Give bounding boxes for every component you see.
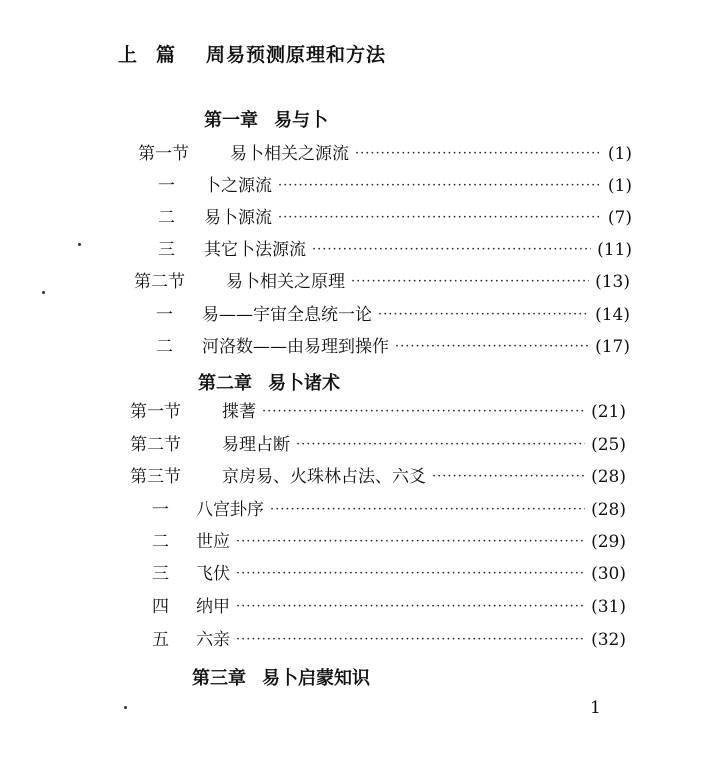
entry-page: (25) xyxy=(591,435,626,455)
entry-page: (13) xyxy=(595,272,630,292)
entry-page: (17) xyxy=(595,337,630,357)
dot-leader xyxy=(378,302,589,328)
entry-number: 二 xyxy=(152,532,169,552)
chapter-title: 易与卜 xyxy=(274,110,328,131)
toc-entry[interactable] xyxy=(152,627,626,653)
part-unit: 篇 xyxy=(156,44,177,66)
chapter-heading-3 xyxy=(192,664,370,690)
toc-entry[interactable] xyxy=(158,205,632,231)
toc-entry[interactable] xyxy=(138,141,632,167)
entry-page: (21) xyxy=(591,402,626,422)
dot-leader xyxy=(236,561,585,587)
dot-leader xyxy=(355,141,602,167)
chapter-number: 第一章 xyxy=(204,110,258,131)
entry-title: 易理占断 xyxy=(222,435,290,455)
entry-title: 卜之源流 xyxy=(204,176,272,196)
dot-leader xyxy=(278,173,602,199)
entry-title: 河洛数——由易理到操作 xyxy=(202,337,389,357)
entry-title: 易——宇宙全息统一论 xyxy=(202,305,372,325)
entry-number: 第二节 xyxy=(130,435,181,455)
dot-leader xyxy=(395,334,589,360)
toc-entry[interactable] xyxy=(152,594,626,620)
dot-leader xyxy=(312,237,591,263)
entry-page: (11) xyxy=(597,240,632,260)
entry-number: 四 xyxy=(152,597,169,617)
dot-leader xyxy=(296,432,585,458)
entry-title: 京房易、火珠林占法、六爻 xyxy=(222,467,426,487)
entry-number: 二 xyxy=(158,208,175,228)
entry-number: 三 xyxy=(152,564,169,584)
entry-page: (28) xyxy=(591,467,626,487)
entry-number: 五 xyxy=(152,630,169,650)
entry-page: (28) xyxy=(591,500,626,520)
dot-leader xyxy=(236,594,585,620)
entry-page: (1) xyxy=(607,176,632,196)
entry-title: 易卜相关之源流 xyxy=(230,144,349,164)
toc-entry[interactable] xyxy=(156,302,630,328)
entry-title: 易卜相关之原理 xyxy=(226,272,345,292)
entry-number: 第一节 xyxy=(138,144,189,164)
chapter-number: 第二章 xyxy=(198,373,252,394)
chapter-heading-2 xyxy=(198,369,340,395)
entry-title: 揲蓍 xyxy=(222,402,256,422)
entry-page: (14) xyxy=(595,305,630,325)
chapter-title: 易卜启蒙知识 xyxy=(262,668,370,689)
toc-entry[interactable] xyxy=(130,464,626,490)
entry-page: (1) xyxy=(607,144,632,164)
entry-title: 飞伏 xyxy=(196,564,230,584)
entry-number: 第三节 xyxy=(130,467,181,487)
part-title-text: 周易预测原理和方法 xyxy=(206,44,387,66)
entry-title: 纳甲 xyxy=(196,597,230,617)
toc-entry[interactable] xyxy=(156,334,630,360)
toc-entry[interactable] xyxy=(130,399,626,425)
entry-title: 八宫卦序 xyxy=(196,500,264,520)
entry-title: 六亲 xyxy=(196,630,230,650)
toc-entry[interactable] xyxy=(130,432,626,458)
dot-leader xyxy=(236,627,585,653)
scan-speck xyxy=(124,706,127,709)
entry-title: 其它卜法源流 xyxy=(204,240,306,260)
entry-page: (31) xyxy=(591,597,626,617)
dot-leader xyxy=(236,529,585,555)
toc-entry[interactable] xyxy=(158,237,632,263)
entry-number: 二 xyxy=(156,337,173,357)
toc-entry[interactable] xyxy=(158,173,632,199)
scan-speck xyxy=(78,243,81,246)
toc-entry[interactable] xyxy=(134,269,630,295)
chapter-title: 易卜诸术 xyxy=(268,373,340,394)
entry-title: 世应 xyxy=(196,532,230,552)
chapter-number: 第三章 xyxy=(192,668,246,689)
scan-speck xyxy=(42,291,45,294)
dot-leader xyxy=(278,205,602,231)
part-label: 上 xyxy=(118,44,139,66)
part-title xyxy=(118,40,386,67)
entry-number: 一 xyxy=(152,500,169,520)
entry-number: 第二节 xyxy=(134,272,185,292)
entry-page: (29) xyxy=(591,532,626,552)
entry-number: 一 xyxy=(156,305,173,325)
entry-title: 易卜源流 xyxy=(204,208,272,228)
page-number: 1 xyxy=(590,698,601,718)
entry-number: 第一节 xyxy=(130,402,181,422)
toc-entry[interactable] xyxy=(152,529,626,555)
dot-leader xyxy=(270,497,585,523)
toc-entry[interactable] xyxy=(152,497,626,523)
entry-number: 三 xyxy=(158,240,175,260)
entry-number: 一 xyxy=(158,176,175,196)
entry-page: (30) xyxy=(591,564,626,584)
entry-page: (7) xyxy=(607,208,632,228)
entry-page: (32) xyxy=(591,630,626,650)
toc-entry[interactable] xyxy=(152,561,626,587)
dot-leader xyxy=(351,269,589,295)
dot-leader xyxy=(262,399,585,425)
chapter-heading-1 xyxy=(204,106,328,132)
dot-leader xyxy=(432,464,585,490)
